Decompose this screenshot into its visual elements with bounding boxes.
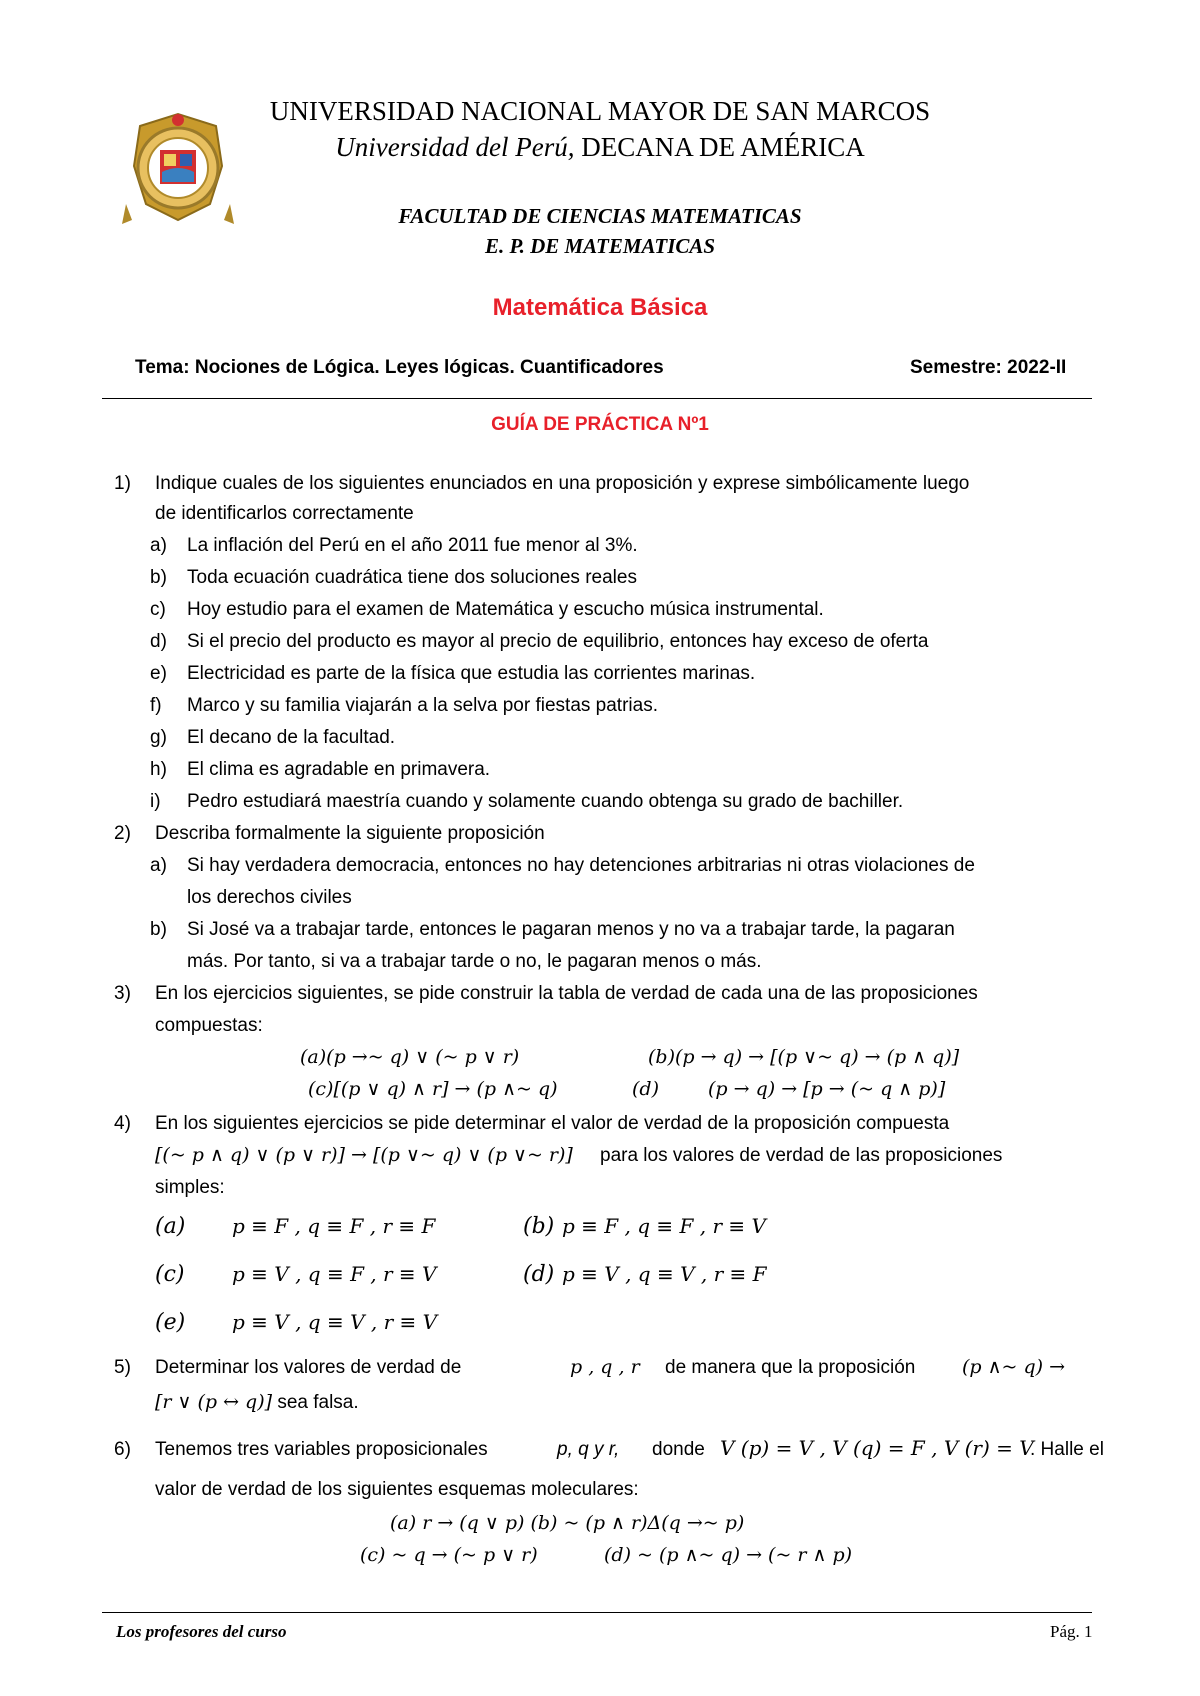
q3-formula-c: (c)[(p ∨ q) ∧ r] → (p ∧~ q) [308, 1078, 558, 1100]
q1-item-text: El decano de la facultad. [187, 727, 396, 748]
q3-number: 3) [114, 983, 131, 1004]
q2b-label: b) [150, 919, 167, 940]
q4-text-line1: En los siguientes ejercicios se pide determinar el valor de verdad de la proposición compuesta [155, 1113, 950, 1134]
q1-item-label: c) [150, 599, 166, 620]
q4-case-label: (e) [155, 1310, 186, 1335]
q1-item-text: Toda ecuación cuadrática tiene dos soluciones reales [187, 567, 637, 588]
semester [910, 357, 1066, 379]
q6-values: V (p) = V , V (q) = F , V (r) = V [720, 1436, 1034, 1460]
q4-case-label: (b) [523, 1214, 555, 1239]
q1-item-label: e) [150, 663, 167, 684]
q4-text-line2: para los valores de verdad de las proposiciones [600, 1145, 1003, 1166]
q5-formula1: (p ∧~ q) → [962, 1356, 1066, 1378]
course-title: Matemática Básica [492, 294, 708, 321]
q4-case-label: (a) [155, 1214, 186, 1239]
q5-text1: Determinar los valores de verdad de [155, 1357, 462, 1378]
q4-case-value: p ≡ V , q ≡ F , r ≡ V [232, 1262, 437, 1286]
q1-item-label: h) [150, 759, 167, 780]
q1-item-label: a) [150, 535, 167, 556]
q4-formula: [(~ p ∧ q) ∨ (p ∨ r)] → [(p ∨~ q) ∨ (p ∨~ r)] [155, 1144, 573, 1166]
q4-text-line3: simples: [155, 1177, 225, 1198]
university-name: UNIVERSIDAD NACIONAL MAYOR DE SAN MARCOS [269, 96, 931, 126]
q4-case-label: (c) [155, 1262, 185, 1287]
q4-case-value: p ≡ V , q ≡ V , r ≡ F [562, 1262, 767, 1286]
guide-title: GUÍA DE PRÁCTICA Nº1 [491, 414, 709, 435]
header-divider [102, 398, 1092, 399]
faculty-name: FACULTAD DE CIENCIAS MATEMATICAS [398, 204, 802, 228]
tagline-italic: Universidad del Perú, [335, 132, 575, 162]
q2b-line2: más. Por tanto, si va a trabajar tarde o no, le pagaran menos o más. [187, 951, 762, 972]
university-tagline [0, 132, 1200, 163]
q5-number: 5) [114, 1357, 131, 1378]
q6-text1: Tenemos tres variables proposicionales [155, 1439, 488, 1460]
q6-text-line2: valor de verdad de los siguientes esquemas moleculares: [155, 1479, 639, 1500]
page-number: Pág. 1 [1050, 1622, 1093, 1641]
q6-text2: donde [652, 1439, 705, 1460]
q1-item-text: El clima es agradable en primavera. [187, 759, 491, 780]
q1-text-line2: de identificarlos correctamente [155, 503, 414, 524]
q5-line2 [155, 1390, 359, 1415]
q5-vars: p , q , r [570, 1356, 640, 1378]
q3-formula-b: (b)(p → q) → [(p ∨~ q) → (p ∧ q)] [648, 1046, 960, 1068]
q1-item-label: g) [150, 727, 167, 748]
q1-item-text: Si el precio del producto es mayor al precio de equilibrio, entonces hay exceso de oferta [187, 631, 929, 652]
semester-value: 2022-II [1007, 357, 1067, 378]
q6-text3: . Halle el [1030, 1439, 1104, 1460]
q6-formulas-ab: (a) r → (q ∨ p) (b) ~ (p ∧ r)Δ(q →~ p) [390, 1512, 745, 1534]
topic-text: Nociones de Lógica. Leyes lógicas. Cuantificadores [194, 357, 664, 378]
q5-text2: de manera que la proposición [665, 1357, 916, 1378]
q1-text-line1: Indique cuales de los siguientes enunciados en una proposición y exprese simbólicamente luego [155, 473, 970, 494]
q2-number: 2) [114, 823, 131, 844]
q2a-label: a) [150, 855, 167, 876]
q2a-line2: los derechos civiles [187, 887, 352, 908]
q4-case-label: (d) [523, 1262, 555, 1287]
q2b-line1: Si José va a trabajar tarde, entonces le pagaran menos y no va a trabajar tarde, la pagaran [187, 919, 955, 940]
q4-number: 4) [114, 1113, 131, 1134]
q3-formula-d-label: (d) [632, 1078, 659, 1100]
q6-formula-d: (d) ~ (p ∧~ q) → (~ r ∧ p) [604, 1544, 853, 1566]
q5-text3: sea falsa. [272, 1392, 359, 1413]
q4-case-value: p ≡ F , q ≡ F , r ≡ V [562, 1214, 766, 1238]
q5-formula2: [r ∨ (p ↔ q)] [155, 1391, 273, 1413]
q1-item-text: Pedro estudiará maestría cuando y solamente cuando obtenga su grado de bachiller. [187, 791, 904, 812]
q2-text: Describa formalmente la siguiente proposición [155, 823, 545, 844]
q1-item-label: b) [150, 567, 167, 588]
topic-label: Tema: [135, 357, 195, 378]
footer-divider [102, 1612, 1092, 1613]
q1-item-label: d) [150, 631, 167, 652]
q6-number: 6) [114, 1439, 131, 1460]
q1-item-text: Hoy estudio para el examen de Matemática y escucho música instrumental. [187, 599, 824, 620]
q4-case-value: p ≡ F , q ≡ F , r ≡ F [232, 1214, 436, 1238]
school-name: E. P. DE MATEMATICAS [484, 234, 716, 258]
q3-formula-a: (a)(p →~ q) ∨ (~ p ∨ r) [300, 1046, 520, 1068]
q3-text-line1: En los ejercicios siguientes, se pide construir la tabla de verdad de cada una de las proposiciones [155, 983, 978, 1004]
tagline-rest: DECANA DE AMÉRICA [574, 132, 865, 162]
q3-text-line2: compuestas: [155, 1015, 263, 1036]
q1-item-label: f) [150, 695, 162, 716]
q3-formula-d: (p → q) → [p → (~ q ∧ p)] [708, 1078, 946, 1100]
q1-item-label: i) [150, 791, 161, 812]
footer-authors: Los profesores del curso [116, 1622, 287, 1641]
q6-formula-c: (c) ~ q → (~ p ∨ r) [360, 1544, 538, 1566]
q1-item-text: Electricidad es parte de la física que estudia las corrientes marinas. [187, 663, 756, 684]
topic [135, 357, 664, 379]
semester-label: Semestre: [910, 357, 1008, 378]
q1-number: 1) [114, 473, 131, 494]
q2a-line1: Si hay verdadera democracia, entonces no hay detenciones arbitrarias ni otras violaciones de [187, 855, 975, 876]
q1-item-text: La inflación del Perú en el año 2011 fue menor al 3%. [187, 535, 638, 556]
q1-item-text: Marco y su familia viajarán a la selva por fiestas patrias. [187, 695, 658, 716]
q6-vars: p, q y r, [557, 1439, 620, 1460]
q4-case-value: p ≡ V , q ≡ V , r ≡ V [232, 1310, 438, 1334]
